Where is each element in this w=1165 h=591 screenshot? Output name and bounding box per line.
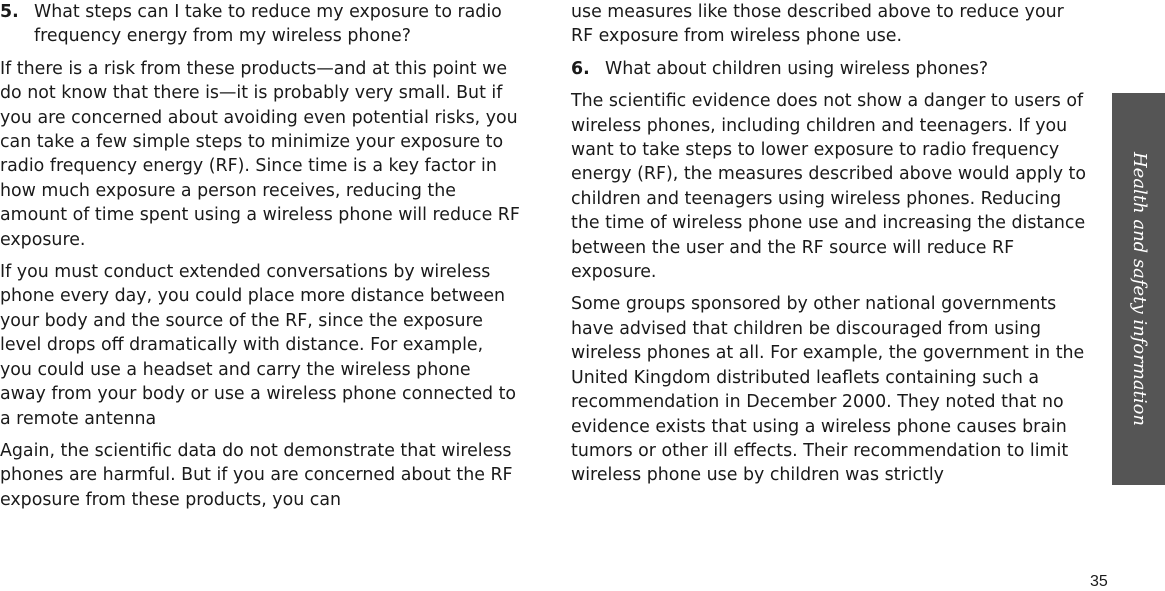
question-text: What steps can I take to reduce my exposure to radio frequency energy from my wireless phone? [34, 2, 502, 47]
paragraph: The scientific evidence does not show a danger to users of wireless phones, including children and teenagers. If you want to take steps to lower exposure to radio frequency energy (RF), the measures described above would apply to children and teenagers using wireless phones. Reducing the time of wireless phone use and increasing the distance between the user and the RF source will reduce RF exposure. [571, 91, 1086, 283]
question-number: 5. [0, 2, 19, 22]
right-column [571, 0, 1091, 496]
page-number: 35 [1090, 573, 1108, 590]
paragraph: Some groups sponsored by other national governments have advised that children be discouraged from using wireless phones at all. For example, the government in the United Kingdom distributed leaflets containing such a recommendation in December 2000. They noted that no evidence exists that using a wireless phone causes brain tumors or other ill effects. Their recommendation to limit wireless phone use by children was strictly [571, 294, 1085, 486]
continued-paragraph: use measures like those described above to reduce your RF exposure from wireless phone use. [571, 2, 1064, 47]
paragraph: Again, the scientific data do not demonstrate that wireless phones are harmful. But if you are concerned about the RF exposure from these products, you can [0, 440, 513, 510]
paragraph: If there is a risk from these products—and at this point we do not know that there is—it is probably very small. But if you are concerned about avoiding even potential risks, you can take a few simple steps to minimize your exposure to radio frequency energy (RF). Since time is a key factor in how much exposure a person receives, reducing the amount of time spent using a wireless phone will reduce RF exposure. [0, 58, 520, 250]
paragraph: If you must conduct extended conversations by wireless phone every day, you could place more distance between your body and the source of the RF, since the exposure level drops off dramatically with distance. For example, you could use a headset and carry the wireless phone away from your body or use a wireless phone connected to a remote antenna [0, 262, 517, 429]
question-6 [571, 57, 1091, 81]
section-side-tab [1112, 93, 1165, 485]
question-text: What about children using wireless phones? [605, 58, 989, 79]
question-5 [0, 0, 520, 49]
question-number: 6. [571, 58, 590, 79]
left-column [0, 0, 520, 520]
section-title: Health and safety information [1128, 151, 1150, 427]
